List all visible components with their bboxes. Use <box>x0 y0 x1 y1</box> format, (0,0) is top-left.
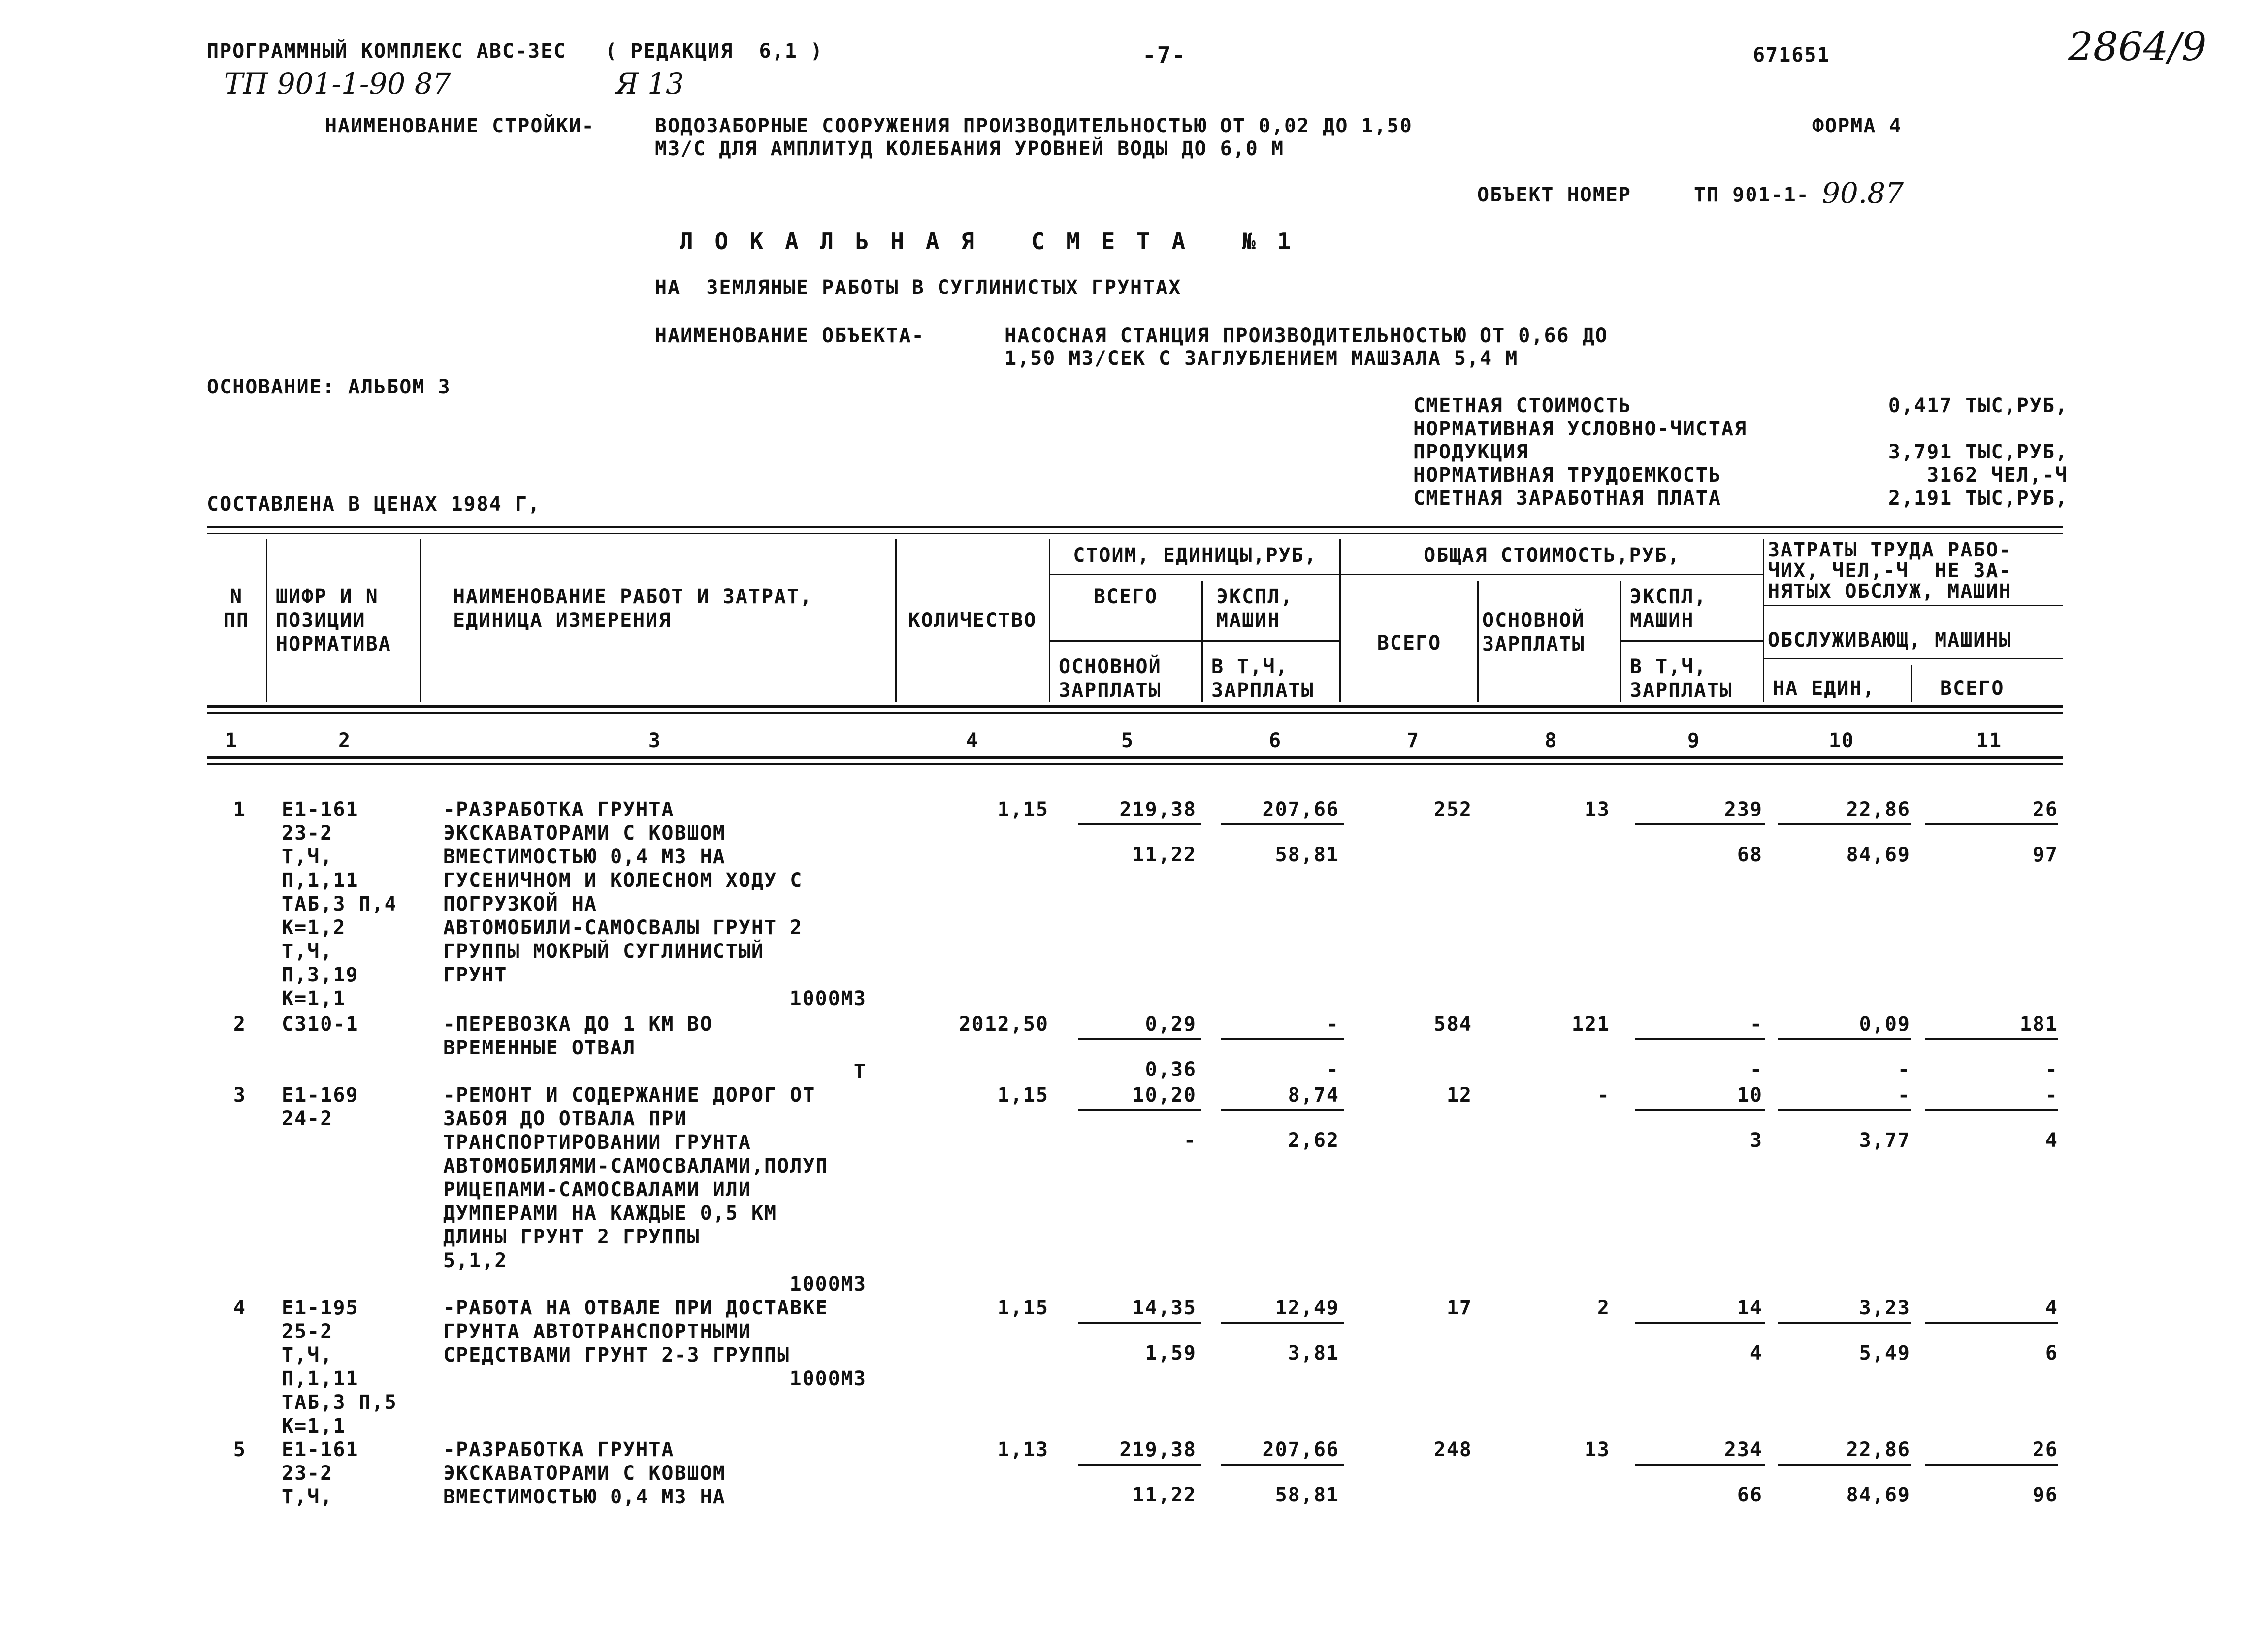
total-machines: - <box>1750 1013 1763 1036</box>
total-cost: 17 <box>1446 1297 1472 1319</box>
object-number: ТП 901-1- <box>1694 184 1810 206</box>
total-machine-wages: 3 <box>1750 1129 1763 1152</box>
col-header-total-cost: ОБЩАЯ СТОИМОСТЬ,РУБ, <box>1424 544 1681 567</box>
norm-code: ТАБ,3 П,5 <box>282 1391 397 1414</box>
unit-machines: 8,74 <box>1288 1084 1339 1107</box>
construction-label: НАИМЕНОВАНИЕ СТРОЙКИ- <box>325 115 595 137</box>
work-name-line: ГРУППЫ МОКРЫЙ СУГЛИНИСТЫЙ <box>443 940 765 963</box>
column-number: 4 <box>966 729 979 752</box>
value-separator-rule <box>1925 1464 2058 1466</box>
value-separator-rule <box>1925 1322 2058 1324</box>
quantity: 1,13 <box>997 1438 1049 1461</box>
summary-label: НОРМАТИВНАЯ ТРУДОЕМКОСТЬ <box>1413 464 1721 487</box>
quantity: 1,15 <box>997 1297 1049 1319</box>
col-header-code: ШИФР И N ПОЗИЦИИ НОРМАТИВА <box>276 586 391 655</box>
norm-code: К=1,2 <box>282 916 346 939</box>
construction-name-2: М3/С ДЛЯ АМПЛИТУД КОЛЕБАНИЯ УРОВНЕЙ ВОДЫ ДО 6,0 М <box>655 137 1285 160</box>
value-separator-rule <box>1221 1038 1344 1040</box>
serving-per-unit: 84,69 <box>1846 1484 1911 1506</box>
total-machines: 10 <box>1737 1084 1763 1107</box>
unit-total: 219,38 <box>1119 1438 1197 1461</box>
work-name-line: -РЕМОНТ И СОДЕРЖАНИЕ ДОРОГ ОТ <box>443 1084 816 1107</box>
value-separator-rule <box>1925 823 2058 825</box>
value-separator-rule <box>1635 1038 1765 1040</box>
col-header-labor: ЗАТРАТЫ ТРУДА РАБО- ЧИХ, ЧЕЛ,-Ч НЕ ЗА- НЯТЫХ ОБСЛУЖ, МАШИН <box>1768 539 2012 603</box>
norm-code: Т,Ч, <box>282 1486 333 1508</box>
col-header-qty: КОЛИЧЕСТВО <box>908 609 1037 632</box>
labor-total: 26 <box>2032 1438 2058 1461</box>
hdr-subrule <box>1049 574 1339 575</box>
work-name-line: ГРУНТА АВТОТРАНСПОРТНЫМИ <box>443 1320 751 1343</box>
column-number: 1 <box>225 729 238 752</box>
column-number: 5 <box>1121 729 1134 752</box>
col-header-serving: ОБСЛУЖИВАЮЩ, МАШИНЫ <box>1768 629 2012 652</box>
work-name-line: 5,1,2 <box>443 1249 508 1272</box>
hdr-subrule <box>1620 640 1763 642</box>
labor-per-unit: 3,23 <box>1859 1297 1911 1319</box>
work-name-line: ЭКСКАВАТОРАМИ С КОВШОМ <box>443 822 726 845</box>
column-number: 9 <box>1687 729 1701 752</box>
serving-total: - <box>2045 1058 2058 1081</box>
total-cost: 12 <box>1446 1084 1472 1107</box>
row-number: 5 <box>233 1438 246 1461</box>
unit-wages: 11,22 <box>1132 1484 1197 1506</box>
hdr-divider <box>1477 581 1479 702</box>
value-separator-rule <box>1078 1038 1201 1040</box>
summary-value: 3162 ЧЕЛ,-Ч <box>1927 464 2068 487</box>
unit-of-measure: Т <box>853 1060 867 1083</box>
work-name-line: ВМЕСТИМОСТЬЮ 0,4 М3 НА <box>443 846 726 868</box>
value-separator-rule <box>1778 823 1911 825</box>
norm-code: Т,Ч, <box>282 940 333 963</box>
hdr-divider <box>1339 539 1341 702</box>
object-name-label: НАИМЕНОВАНИЕ ОБЪЕКТА- <box>655 325 925 347</box>
serving-total: 6 <box>2045 1342 2058 1365</box>
column-number: 11 <box>1976 729 2003 752</box>
serving-total: 4 <box>2045 1129 2058 1152</box>
norm-code: 25-2 <box>282 1320 333 1343</box>
unit-machines: 207,66 <box>1262 1438 1339 1461</box>
norm-code: П,1,11 <box>282 869 359 892</box>
column-number: 10 <box>1828 729 1855 752</box>
form-label: ФОРМА 4 <box>1812 115 1902 137</box>
col-header-total2: ВСЕГО <box>1377 632 1442 654</box>
unit-total: 0,29 <box>1145 1013 1197 1036</box>
object-number-label: ОБЪЕКТ НОМЕР <box>1477 184 1631 206</box>
total-cost: 584 <box>1433 1013 1472 1036</box>
hdr-subrule <box>1049 640 1339 642</box>
work-name-line: АВТОМОБИЛИ-САМОСВАЛЫ ГРУНТ 2 <box>443 916 803 939</box>
unit-of-measure: 1000М3 <box>789 1368 867 1390</box>
norm-code: К=1,1 <box>282 987 346 1010</box>
unit-machines: - <box>1326 1013 1339 1036</box>
document-subtitle: НА ЗЕМЛЯНЫЕ РАБОТЫ В СУГЛИНИСТЫХ ГРУНТАХ <box>655 276 1182 299</box>
hdr-subrule <box>1339 574 1763 575</box>
row-number: 4 <box>233 1297 246 1319</box>
summary-value: 3,791 ТЫС,РУБ, <box>1888 441 2068 463</box>
column-number: 6 <box>1268 729 1282 752</box>
total-wages: 13 <box>1584 798 1610 821</box>
work-name-line: ДЛИНЫ ГРУНТ 2 ГРУППЫ <box>443 1226 700 1248</box>
total-cost: 248 <box>1433 1438 1472 1461</box>
total-machine-wages: 66 <box>1737 1484 1763 1506</box>
hdr-divider <box>1911 665 1912 702</box>
total-machines: 14 <box>1737 1297 1763 1319</box>
tp-handwritten: ТП 901-1-90 87 <box>224 67 451 100</box>
page-number: -7- <box>1142 42 1187 68</box>
summary-label: ПРОДУКЦИЯ <box>1413 441 1529 463</box>
value-separator-rule <box>1221 1322 1344 1324</box>
norm-code: 23-2 <box>282 822 333 845</box>
unit-total: 10,20 <box>1132 1084 1197 1107</box>
summary-value: 2,191 ТЫС,РУБ, <box>1888 487 2068 510</box>
hdr-subrule <box>1763 658 2063 659</box>
unit-total: 14,35 <box>1132 1297 1197 1319</box>
col-header-per-unit: НА ЕДИН, <box>1773 677 1876 700</box>
unit-wages: 11,22 <box>1132 844 1197 866</box>
labor-per-unit: 22,86 <box>1846 1438 1911 1461</box>
work-name-line: СРЕДСТВАМИ ГРУНТ 2-3 ГРУППЫ <box>443 1344 790 1367</box>
norm-code: Т,Ч, <box>282 846 333 868</box>
table-top-rule <box>207 526 2063 528</box>
table-top-rule-2 <box>207 533 2063 534</box>
total-machine-wages: 4 <box>1750 1342 1763 1365</box>
norm-code: Е1-161 <box>282 1438 359 1461</box>
col-header-incl: В Т,Ч, ЗАРПЛАТЫ <box>1211 655 1314 702</box>
unit-machine-wages: 58,81 <box>1275 844 1339 866</box>
total-wages: 2 <box>1597 1297 1610 1319</box>
work-name-line: РИЦЕПАМИ-САМОСВАЛАМИ ИЛИ <box>443 1178 751 1201</box>
total-wages: 13 <box>1584 1438 1610 1461</box>
col-header-name: НАИМЕНОВАНИЕ РАБОТ И ЗАТРАТ, ЕДИНИЦА ИЗМЕРЕНИЯ <box>453 586 813 632</box>
hdr-divider <box>420 539 421 702</box>
labor-per-unit: 0,09 <box>1859 1013 1911 1036</box>
col-header-n: N ПП <box>223 586 250 632</box>
norm-code: 23-2 <box>282 1462 333 1485</box>
hdr-divider <box>1763 539 1764 702</box>
column-number: 8 <box>1544 729 1558 752</box>
col-header-unit-cost: СТОИМ, ЕДИНИЦЫ,РУБ, <box>1073 544 1317 567</box>
value-separator-rule <box>1925 1109 2058 1111</box>
labor-total: 4 <box>2045 1297 2058 1319</box>
object-name-1: НАСОСНАЯ СТАНЦИЯ ПРОИЗВОДИТЕЛЬНОСТЬЮ ОТ 0,66 ДО <box>1004 325 1608 347</box>
work-name-line: -РАЗРАБОТКА ГРУНТА <box>443 1438 675 1461</box>
value-separator-rule <box>1778 1038 1911 1040</box>
unit-machine-wages: - <box>1326 1058 1339 1081</box>
numbers-bottom-rule-2 <box>207 763 2063 765</box>
labor-total: - <box>2045 1084 2058 1107</box>
summary-label: СМЕТНАЯ СТОИМОСТЬ <box>1413 394 1632 417</box>
total-machines: 239 <box>1724 798 1763 821</box>
column-number: 7 <box>1406 729 1420 752</box>
total-wages: 121 <box>1571 1013 1610 1036</box>
total-machines: 234 <box>1724 1438 1763 1461</box>
work-name-line: ЭКСКАВАТОРАМИ С КОВШОМ <box>443 1462 726 1485</box>
col-header-mach2: ЭКСПЛ, МАШИН <box>1630 586 1707 632</box>
norm-code: С310-1 <box>282 1013 359 1036</box>
col-header-incl2: В Т,Ч, ЗАРПЛАТЫ <box>1630 655 1733 702</box>
norm-code: 24-2 <box>282 1108 333 1130</box>
value-separator-rule <box>1778 1464 1911 1466</box>
hdr-subrule <box>1763 605 2063 606</box>
value-separator-rule <box>1078 1322 1201 1324</box>
row-number: 1 <box>233 798 246 821</box>
value-separator-rule <box>1635 1464 1765 1466</box>
work-name-line: ТРАНСПОРТИРОВАНИИ ГРУНТА <box>443 1131 751 1154</box>
col-header-mach: ЭКСПЛ, МАШИН <box>1216 586 1294 632</box>
norm-code: П,1,11 <box>282 1368 359 1390</box>
norm-code: П,3,19 <box>282 964 359 986</box>
col-header-wages2: ОСНОВНОЙ ЗАРПЛАТЫ <box>1482 609 1585 655</box>
col-header-total: ВСЕГО <box>1093 586 1158 608</box>
serving-per-unit: 5,49 <box>1859 1342 1911 1365</box>
work-name-line: ГРУНТ <box>443 964 508 986</box>
software-line: ПРОГРАММНЫЙ КОМПЛЕКС АВС-3ЕС ( РЕДАКЦИЯ 6,1 ) <box>207 40 823 63</box>
quantity: 1,15 <box>997 1084 1049 1107</box>
object-number-handwritten: 90.87 <box>1822 176 1904 210</box>
object-name-2: 1,50 М3/СЕК С ЗАГЛУБЛЕНИЕМ МАШЗАЛА 5,4 М <box>1004 347 1519 370</box>
summary-label: НОРМАТИВНАЯ УСЛОВНО-ЧИСТАЯ <box>1413 418 1748 440</box>
handwritten-number: 2864/9 <box>2068 24 2207 69</box>
value-separator-rule <box>1635 1322 1765 1324</box>
work-name-line: ДУМПЕРАМИ НА КАЖДЫЕ 0,5 КМ <box>443 1202 778 1225</box>
unit-machine-wages: 3,81 <box>1288 1342 1339 1365</box>
hdr-divider <box>1049 539 1050 702</box>
hdr-divider <box>895 539 897 702</box>
serving-total: 97 <box>2032 844 2058 866</box>
work-name-line: -РАБОТА НА ОТВАЛЕ ПРИ ДОСТАВКЕ <box>443 1297 829 1319</box>
construction-name-1: ВОДОЗАБОРНЫЕ СООРУЖЕНИЯ ПРОИЗВОДИТЕЛЬНОСТЬЮ ОТ 0,02 ДО 1,50 <box>655 115 1413 137</box>
hdr-divider <box>266 539 267 702</box>
total-wages: - <box>1597 1084 1610 1107</box>
norm-code: ТАБ,3 П,4 <box>282 893 397 915</box>
value-separator-rule <box>1635 1109 1765 1111</box>
row-number: 3 <box>233 1084 246 1107</box>
basis: ОСНОВАНИЕ: АЛЬБОМ 3 <box>207 376 451 398</box>
unit-machines: 207,66 <box>1262 798 1339 821</box>
value-separator-rule <box>1925 1038 2058 1040</box>
summary-label: СМЕТНАЯ ЗАРАБОТНАЯ ПЛАТА <box>1413 487 1721 510</box>
quantity: 2012,50 <box>959 1013 1049 1036</box>
work-name-line: ВМЕСТИМОСТЬЮ 0,4 М3 НА <box>443 1486 726 1508</box>
unit-machine-wages: 2,62 <box>1288 1129 1339 1152</box>
serving-per-unit: - <box>1897 1058 1911 1081</box>
document-title: Л О К А Л Ь Н А Я С М Е Т А № 1 <box>680 228 1295 255</box>
doc-code: 671651 <box>1753 44 1830 66</box>
labor-per-unit: - <box>1897 1084 1911 1107</box>
norm-code: Е1-161 <box>282 798 359 821</box>
col-header-wages: ОСНОВНОЙ ЗАРПЛАТЫ <box>1059 655 1162 702</box>
total-machine-wages: - <box>1750 1058 1763 1081</box>
value-separator-rule <box>1221 1109 1344 1111</box>
value-separator-rule <box>1078 1464 1201 1466</box>
unit-wages: 0,36 <box>1145 1058 1197 1081</box>
norm-code: Т,Ч, <box>282 1344 333 1367</box>
value-separator-rule <box>1221 1464 1344 1466</box>
norm-code: Е1-169 <box>282 1084 359 1107</box>
unit-wages: - <box>1183 1129 1197 1152</box>
header-bottom-rule-2 <box>207 712 2063 714</box>
serving-per-unit: 3,77 <box>1859 1129 1911 1152</box>
unit-of-measure: 1000М3 <box>789 1273 867 1296</box>
serving-total: 96 <box>2032 1484 2058 1506</box>
prices-year: СОСТАВЛЕНА В ЦЕНАХ 1984 Г, <box>207 493 541 516</box>
value-separator-rule <box>1778 1109 1911 1111</box>
value-separator-rule <box>1635 823 1765 825</box>
work-name-line: АВТОМОБИЛЯМИ-САМОСВАЛАМИ,ПОЛУП <box>443 1155 829 1177</box>
col-header-all: ВСЕГО <box>1940 677 2005 700</box>
column-number: 3 <box>648 729 662 752</box>
column-number: 2 <box>338 729 352 752</box>
quantity: 1,15 <box>997 798 1049 821</box>
value-separator-rule <box>1078 823 1201 825</box>
labor-total: 26 <box>2032 798 2058 821</box>
total-cost: 252 <box>1433 798 1472 821</box>
value-separator-rule <box>1778 1322 1911 1324</box>
work-name-line: ГУСЕНИЧНОМ И КОЛЕСНОМ ХОДУ С <box>443 869 803 892</box>
unit-total: 219,38 <box>1119 798 1197 821</box>
unit-of-measure: 1000М3 <box>789 987 867 1010</box>
norm-code: Е1-195 <box>282 1297 359 1319</box>
unit-machine-wages: 58,81 <box>1275 1484 1339 1506</box>
labor-per-unit: 22,86 <box>1846 798 1911 821</box>
work-name-line: ЗАБОЯ ДО ОТВАЛА ПРИ <box>443 1108 687 1130</box>
total-machine-wages: 68 <box>1737 844 1763 866</box>
numbers-bottom-rule <box>207 756 2063 759</box>
work-name-line: -ПЕРЕВОЗКА ДО 1 КМ ВО <box>443 1013 713 1036</box>
unit-wages: 1,59 <box>1145 1342 1197 1365</box>
header-bottom-rule <box>207 705 2063 708</box>
row-number: 2 <box>233 1013 246 1036</box>
serving-per-unit: 84,69 <box>1846 844 1911 866</box>
unit-machines: 12,49 <box>1275 1297 1339 1319</box>
labor-total: 181 <box>2019 1013 2058 1036</box>
work-name-line: -РАЗРАБОТКА ГРУНТА <box>443 798 675 821</box>
summary-value: 0,417 ТЫС,РУБ, <box>1888 394 2068 417</box>
work-name-line: ПОГРУЗКОЙ НА <box>443 893 597 915</box>
norm-code: К=1,1 <box>282 1415 346 1437</box>
value-separator-rule <box>1078 1109 1201 1111</box>
album-handwritten: Я 13 <box>616 67 684 100</box>
value-separator-rule <box>1221 823 1344 825</box>
work-name-line: ВРЕМЕННЫЕ ОТВАЛ <box>443 1037 636 1059</box>
